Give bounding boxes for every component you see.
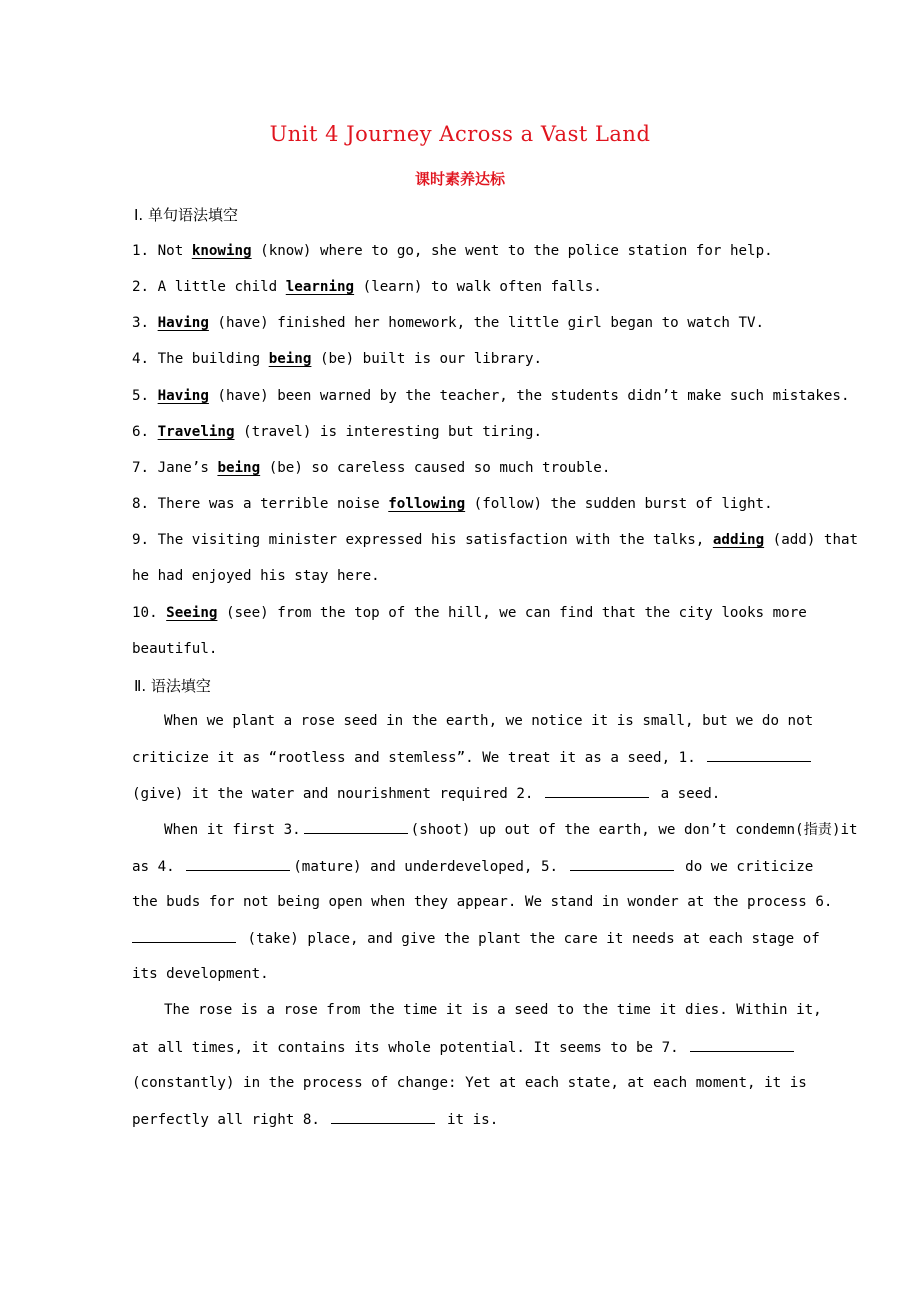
item-text-after: (have) finished her homework, the little girl began to watch TV. xyxy=(208,315,765,331)
passage-line: When we plant a rose seed in the earth, we notice it is small, but we do not xyxy=(164,713,814,729)
item-number: 5. xyxy=(132,388,150,404)
item-text-before: Jane’s xyxy=(157,460,218,476)
exercise-item-continuation: beautiful. xyxy=(132,641,218,657)
item-text-after: (learn) to walk often falls. xyxy=(354,279,602,295)
item-number: 9. xyxy=(132,532,150,548)
exercise-item xyxy=(132,494,792,514)
answer-blank[interactable] xyxy=(570,856,674,871)
item-number: 2. xyxy=(132,279,150,295)
item-text-before: There was a terrible noise xyxy=(157,496,389,512)
item-text-after: (follow) the sudden burst of light. xyxy=(465,496,773,512)
passage-line: as 4. (mature) and underdeveloped, 5. do we criticize xyxy=(132,856,792,877)
section-heading-1: Ⅰ. 单句语法填空 xyxy=(134,206,238,224)
answer-blank[interactable] xyxy=(690,1037,794,1052)
item-number: 6. xyxy=(132,424,150,440)
item-answer: being xyxy=(217,460,261,476)
item-answer: Having xyxy=(157,388,209,404)
item-text-after: (be) built is our library. xyxy=(311,351,543,367)
exercise-item xyxy=(132,241,792,261)
item-number: 7. xyxy=(132,460,150,476)
page-title: Unit 4 Journey Across a Vast Land xyxy=(269,122,651,146)
item-answer: learning xyxy=(285,279,355,295)
item-text-before: A little child xyxy=(157,279,286,295)
passage-line: (constantly) in the process of change: Yet at each state, at each moment, it is xyxy=(132,1075,807,1091)
item-text-before: The building xyxy=(157,351,269,367)
answer-blank[interactable] xyxy=(304,819,408,834)
answer-blank[interactable] xyxy=(545,783,649,798)
item-text-before: The visiting minister expressed his satisfaction with the talks, xyxy=(157,532,713,548)
item-number: 3. xyxy=(132,315,150,331)
exercise-item xyxy=(132,530,859,550)
exercise-item xyxy=(132,458,792,478)
item-text-after: (add) that xyxy=(764,532,859,548)
answer-blank[interactable] xyxy=(707,747,811,762)
item-answer: being xyxy=(268,351,312,367)
item-text-after: (see) from the top of the hill, we can find that the city looks more xyxy=(217,605,807,621)
item-number: 8. xyxy=(132,496,150,512)
passage-line: at all times, it contains its whole potential. It seems to be 7. xyxy=(132,1037,792,1058)
exercise-item xyxy=(132,422,792,442)
section-heading-2: Ⅱ. 语法填空 xyxy=(134,677,211,695)
passage-line: (take) place, and give the plant the care it needs at each stage of xyxy=(132,928,792,949)
item-answer: following xyxy=(388,496,466,512)
item-answer: Having xyxy=(157,315,209,331)
item-text-before: Not xyxy=(157,243,192,259)
answer-blank[interactable] xyxy=(186,856,290,871)
exercise-item xyxy=(132,386,850,406)
exercise-item xyxy=(132,603,807,623)
item-text-after: (be) so careless caused so much trouble. xyxy=(260,460,611,476)
answer-blank[interactable] xyxy=(132,928,236,943)
item-answer: Traveling xyxy=(157,424,235,440)
item-number: 10. xyxy=(132,605,158,621)
item-number: 1. xyxy=(132,243,150,259)
passage-line: The rose is a rose from the time it is a seed to the time it dies. Within it, xyxy=(164,1002,822,1018)
item-answer: knowing xyxy=(191,243,252,259)
passage-line: (give) it the water and nourishment required 2. a seed. xyxy=(132,783,792,804)
passage-line: perfectly all right 8. it is. xyxy=(132,1109,792,1130)
exercise-item xyxy=(132,349,792,369)
item-text-after: (travel) is interesting but tiring. xyxy=(234,424,543,440)
exercise-item xyxy=(132,277,792,297)
passage-line: the buds for not being open when they appear. We stand in wonder at the process 6. xyxy=(132,894,833,910)
passage-line: When it first 3. (shoot) up out of the earth, we don’t condemn(指责)it xyxy=(164,819,792,840)
item-text-after: (have) been warned by the teacher, the students didn’t make such mistakes. xyxy=(208,388,850,404)
item-answer: Seeing xyxy=(166,605,218,621)
item-text-after: (know) where to go, she went to the police station for help. xyxy=(251,243,773,259)
exercise-item xyxy=(132,313,792,333)
page-subtitle: 课时素养达标 xyxy=(414,170,505,188)
item-number: 4. xyxy=(132,351,150,367)
answer-blank[interactable] xyxy=(331,1109,435,1124)
exercise-item-continuation: he had enjoyed his stay here. xyxy=(132,568,380,584)
item-answer: adding xyxy=(712,532,765,548)
passage-line: criticize it as “rootless and stemless”. We treat it as a seed, 1. xyxy=(132,747,792,768)
passage-line: its development. xyxy=(132,966,269,982)
